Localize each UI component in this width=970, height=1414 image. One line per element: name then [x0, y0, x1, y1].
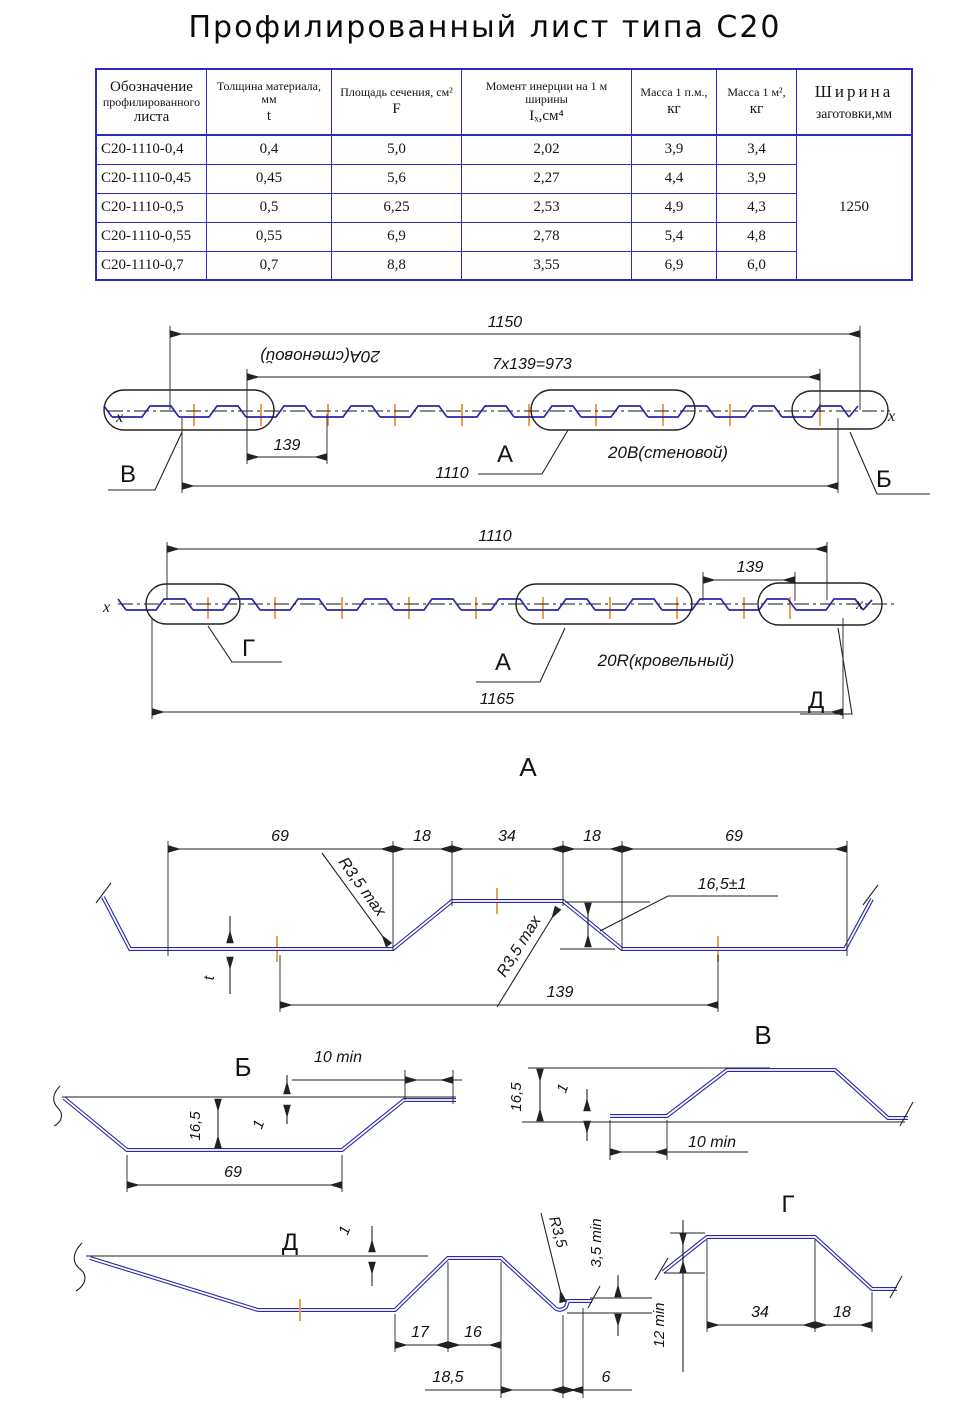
dim-185: 18,5: [432, 1369, 464, 1386]
cell: 5,4: [632, 222, 717, 251]
row-name: С20-1110-0,7: [96, 251, 207, 280]
dim-69-left: 69: [271, 828, 289, 845]
dim-1150: 1150: [487, 314, 523, 331]
dim-12min: 12 min: [651, 1302, 668, 1348]
dim-18-left: 18: [413, 828, 431, 845]
dim-139: 139: [273, 437, 301, 454]
cell: 3,4: [717, 135, 797, 164]
callout-D: Д: [808, 687, 825, 714]
label-20V-stenovoy: 20В(стеновой): [608, 443, 728, 462]
cell: 8,8: [332, 251, 462, 280]
detail-g: [651, 1191, 902, 1372]
cell: 4,9: [632, 193, 717, 222]
cell: 0,45: [207, 164, 332, 193]
dim-35min: 3,5 min: [588, 1218, 605, 1268]
callout-A: А: [497, 441, 514, 468]
col-area: Площадь сечения, см² F: [332, 69, 462, 135]
dim-165: 16,5: [187, 1111, 204, 1141]
callout-V: В: [120, 461, 137, 488]
radius-label-2: R3,5 max: [493, 913, 545, 981]
balloon-right: [792, 391, 888, 429]
detail-b-heading: Б: [234, 1052, 252, 1082]
row-name: С20-1110-0,4: [96, 135, 207, 164]
dim-139: 139: [546, 984, 574, 1001]
col-inertia: Момент инерции на 1 м ширины Iₓ,см⁴: [462, 69, 632, 135]
axis-x-left: x: [116, 409, 124, 426]
dim-1: 1: [335, 1223, 355, 1238]
dim-18-right: 18: [583, 828, 601, 845]
axis-x-right: x: [856, 596, 864, 613]
dim-1110: 1110: [435, 465, 469, 482]
dim-t: t: [201, 975, 218, 981]
cell: 3,55: [462, 251, 632, 280]
dim-165-pm1: 16,5±1: [697, 876, 747, 893]
dim-10min: 10 min: [687, 1134, 737, 1151]
dim-139: 139: [736, 559, 764, 576]
cell: 0,55: [207, 222, 332, 251]
detail-a-heading: А: [519, 752, 537, 782]
row-name: С20-1110-0,55: [96, 222, 207, 251]
dim-17: 17: [411, 1324, 429, 1341]
cell: 5,6: [332, 164, 462, 193]
row-name: С20-1110-0,45: [96, 164, 207, 193]
callout-B: Б: [876, 466, 892, 493]
dim-16: 16: [464, 1324, 482, 1341]
callout-G: Г: [242, 635, 255, 662]
cell: 6,25: [332, 193, 462, 222]
cell: 4,4: [632, 164, 717, 193]
dim-165: 16,5: [508, 1082, 525, 1112]
cell: 6,9: [332, 222, 462, 251]
detail-d: [74, 1213, 652, 1398]
dim-1: 1: [553, 1081, 573, 1096]
detail-g-heading: Г: [781, 1191, 795, 1218]
cell: 3,9: [717, 164, 797, 193]
axis-x-right: x: [888, 408, 896, 425]
dim-34: 34: [751, 1304, 769, 1321]
cell: 2,27: [462, 164, 632, 193]
cell: 3,9: [632, 135, 717, 164]
dim-1165: 1165: [479, 691, 515, 708]
blank-width-value: 1250: [797, 135, 913, 280]
balloon-left: [104, 390, 274, 430]
col-blank-width: Ширина заготовки,мм: [797, 69, 913, 135]
dim-69-right: 69: [725, 828, 743, 845]
detail-b: [54, 1049, 462, 1192]
dim-1110: 1110: [478, 528, 512, 545]
cell: 0,5: [207, 193, 332, 222]
col-designation: Обозначение профилированного листа: [96, 69, 207, 135]
roof-profile-drawing: [102, 528, 898, 719]
balloon-mid: [531, 390, 695, 430]
cell: 6,0: [717, 251, 797, 280]
col-mass-m2: Масса 1 м², кг: [717, 69, 797, 135]
dim-6: 6: [601, 1369, 611, 1386]
cell: 0,7: [207, 251, 332, 280]
cell: 0,4: [207, 135, 332, 164]
detail-v-heading: В: [754, 1020, 772, 1050]
dim-7x139: 7х139=973: [492, 356, 572, 373]
detail-v: [508, 1020, 913, 1160]
col-thickness: Толщина материала, мм t: [207, 69, 332, 135]
radius-label: R3,5: [545, 1214, 571, 1250]
callout-A: А: [495, 649, 512, 676]
radius-label-1: R3,5 max: [334, 854, 389, 920]
cell: 4,8: [717, 222, 797, 251]
page-title: Профилированный лист типа С20: [188, 10, 782, 45]
cell: 6,9: [632, 251, 717, 280]
wall-profile-drawing: [104, 314, 930, 494]
row-name: С20-1110-0,5: [96, 193, 207, 222]
cell: 5,0: [332, 135, 462, 164]
dim-34: 34: [498, 828, 516, 845]
detail-a: [96, 752, 878, 1012]
label-20R-krovelny: 20R(кровельный): [597, 651, 735, 670]
dim-18: 18: [833, 1304, 851, 1321]
axis-x-left: x: [103, 599, 111, 616]
col-mass-lm: Масса 1 п.м., кг: [632, 69, 717, 135]
cell: 2,53: [462, 193, 632, 222]
dim-1: 1: [249, 1117, 269, 1132]
cell: 2,78: [462, 222, 632, 251]
detail-d-heading: Д: [281, 1229, 299, 1256]
cell: 2,02: [462, 135, 632, 164]
dim-69: 69: [224, 1164, 242, 1181]
cell: 4,3: [717, 193, 797, 222]
label-20A-rotated: 20А(стеновой): [260, 347, 380, 366]
dim-10min: 10 min: [313, 1049, 363, 1066]
